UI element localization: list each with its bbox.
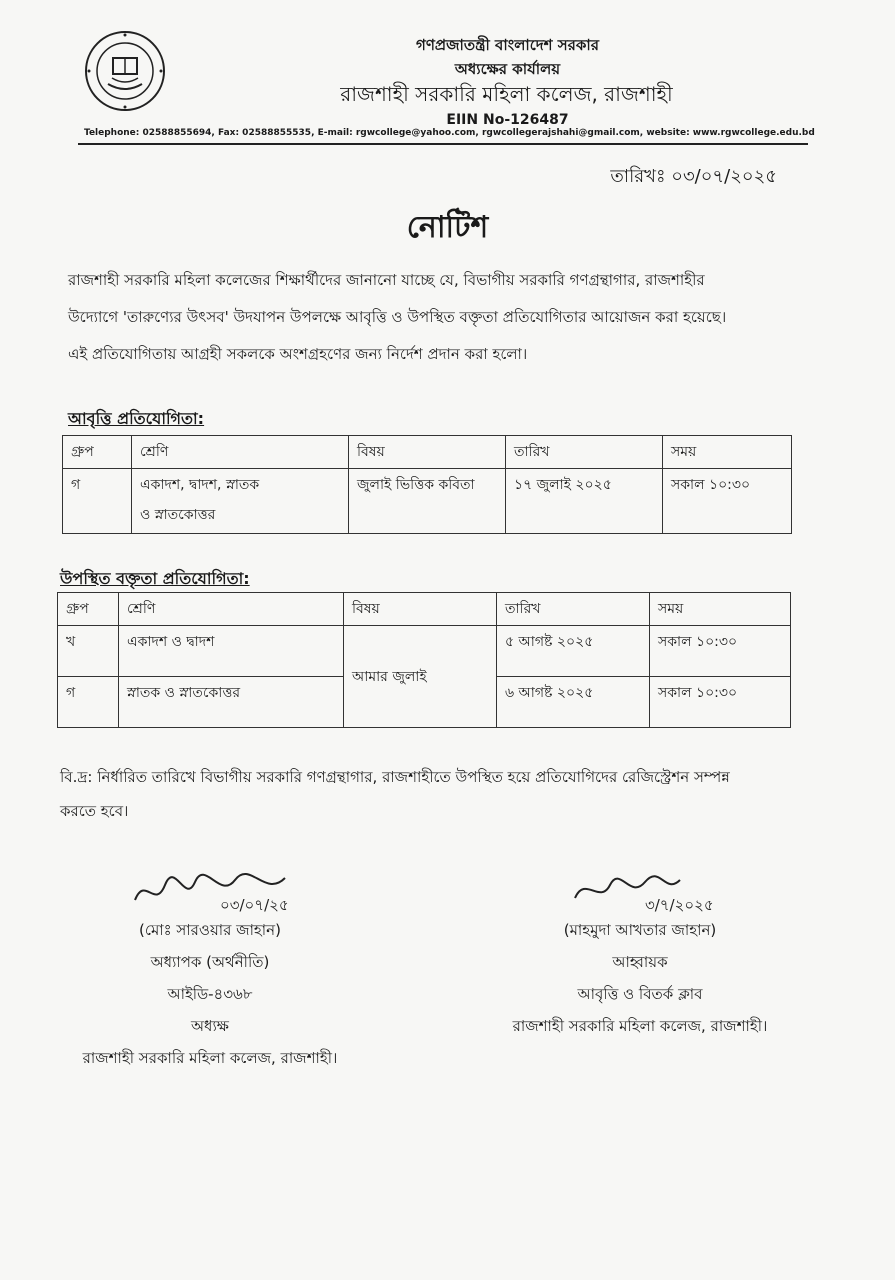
- notice-body: [68, 262, 798, 373]
- convener-signature: [555, 870, 725, 914]
- speech-table: [57, 592, 791, 728]
- cell-group: গ: [63, 469, 132, 534]
- header-cell: গ্রুপ: [58, 593, 119, 626]
- header-cell: শ্রেণি: [132, 436, 349, 469]
- note-line: বি.দ্র: নির্ধারিত তারিখে বিভাগীয় সরকারি গণগ্রন্থাগার, রাজশাহীতে উপস্থিত হয়ে প্রতিযোগিদের রেজিস্ট্রেশন সম্পন্ন: [60, 768, 730, 786]
- signatory-name: (মোঃ সারওয়ার জাহান): [139, 921, 281, 939]
- cell-class: একাদশ ও দ্বাদশ: [119, 626, 344, 677]
- header-cell: বিষয়: [344, 593, 497, 626]
- cell-group: গ: [58, 677, 119, 728]
- signature-date: ৩/৭/২০২৫: [645, 896, 714, 914]
- cell-date: ৬ আগষ্ট ২০২৫: [497, 677, 650, 728]
- header-divider: [78, 143, 808, 145]
- cell-topic: জুলাই ভিত্তিক কবিতা: [349, 469, 506, 534]
- header-cell: তারিখ: [506, 436, 663, 469]
- notice-note: [60, 760, 790, 828]
- cell-time: সকাল ১০:৩০: [650, 677, 791, 728]
- signatory-convener: [490, 870, 790, 1042]
- header-cell: বিষয়: [349, 436, 506, 469]
- recitation-table: [62, 435, 792, 534]
- signatory-id: আইডি-৪৩৬৮: [167, 985, 253, 1003]
- table-row: [63, 469, 792, 534]
- body-line: রাজশাহী সরকারি মহিলা কলেজের শিক্ষার্থীদের জানানো যাচ্ছে যে, বিভাগীয় সরকারি গণগ্রন্থাগার, রাজশাহীর: [68, 271, 705, 289]
- cell-class: [132, 469, 349, 534]
- body-line: এই প্রতিযোগিতায় আগ্রহী সকলকে অংশগ্রহণের জন্য নির্দেশ প্রদান করা হলো।: [68, 345, 528, 363]
- signatory-role: অধ্যক্ষ: [191, 1017, 229, 1035]
- recitation-heading: আবৃত্তি প্রতিযোগিতা:: [68, 409, 205, 428]
- note-line: করতে হবে।: [60, 802, 129, 820]
- signatory-name: (মাহমুদা আখতার জাহান): [563, 921, 717, 939]
- header-cell: সময়: [650, 593, 791, 626]
- cell-date: ১৭ জুলাই ২০২৫: [506, 469, 663, 534]
- signatory-club: আবৃত্তি ও বিতর্ক ক্লাব: [577, 985, 703, 1003]
- table-header-row: [63, 436, 792, 469]
- signatory-principal: [60, 870, 360, 1074]
- signatory-institution: রাজশাহী সরকারি মহিলা কলেজ, রাজশাহী।: [82, 1049, 338, 1067]
- header-government: গণপ্রজাতন্ত্রী বাংলাদেশ সরকার: [416, 36, 599, 54]
- cell-topic: আমার জুলাই: [344, 626, 497, 728]
- signatory-role: আহ্বায়ক: [612, 953, 668, 971]
- header-cell: শ্রেণি: [119, 593, 344, 626]
- header-eiin: EIIN No-126487: [446, 112, 569, 128]
- cell-time: সকাল ১০:৩০: [650, 626, 791, 677]
- cell-class: স্নাতক ও স্নাতকোত্তর: [119, 677, 344, 728]
- signatory-designation: অধ্যাপক (অর্থনীতি): [150, 953, 270, 971]
- class-line: একাদশ, দ্বাদশ, স্নাতক: [140, 477, 260, 493]
- cell-date: ৫ আগষ্ট ২০২৫: [497, 626, 650, 677]
- class-line: ও স্নাতকোত্তর: [140, 507, 216, 523]
- table-row: [58, 626, 791, 677]
- cell-group: খ: [58, 626, 119, 677]
- notice-date: তারিখঃ ০৩/০৭/২০২৫: [610, 166, 777, 187]
- header-college-name: রাজশাহী সরকারি মহিলা কলেজ, রাজশাহী: [340, 82, 673, 106]
- header-office: অধ্যক্ষের কার্যালয়: [454, 60, 561, 78]
- cell-time: সকাল ১০:৩০: [663, 469, 792, 534]
- notice-title: নোটিশ: [406, 210, 489, 245]
- header-cell: সময়: [663, 436, 792, 469]
- signatory-institution: রাজশাহী সরকারি মহিলা কলেজ, রাজশাহী।: [512, 1017, 768, 1035]
- speech-heading: উপস্থিত বক্তৃতা প্রতিযোগিতা:: [60, 569, 250, 588]
- header-contact: Telephone: 02588855694, Fax: 02588855535, E-mail: rgwcollege@yahoo.com, rgwcollegerajshahi@gmail.com, website: www.rgwcollege.edu.bd: [84, 128, 815, 138]
- header-cell: গ্রুপ: [63, 436, 132, 469]
- principal-signature: [125, 870, 295, 914]
- header-cell: তারিখ: [497, 593, 650, 626]
- table-header-row: [58, 593, 791, 626]
- body-line: উদ্যোগে 'তারুণ্যের উৎসব' উদযাপন উপলক্ষে আবৃত্তি ও উপস্থিত বক্তৃতা প্রতিযোগিতার আয়োজন করা হয়েছে।: [68, 308, 727, 326]
- signature-date: ০৩/০৭/২৫: [220, 896, 289, 914]
